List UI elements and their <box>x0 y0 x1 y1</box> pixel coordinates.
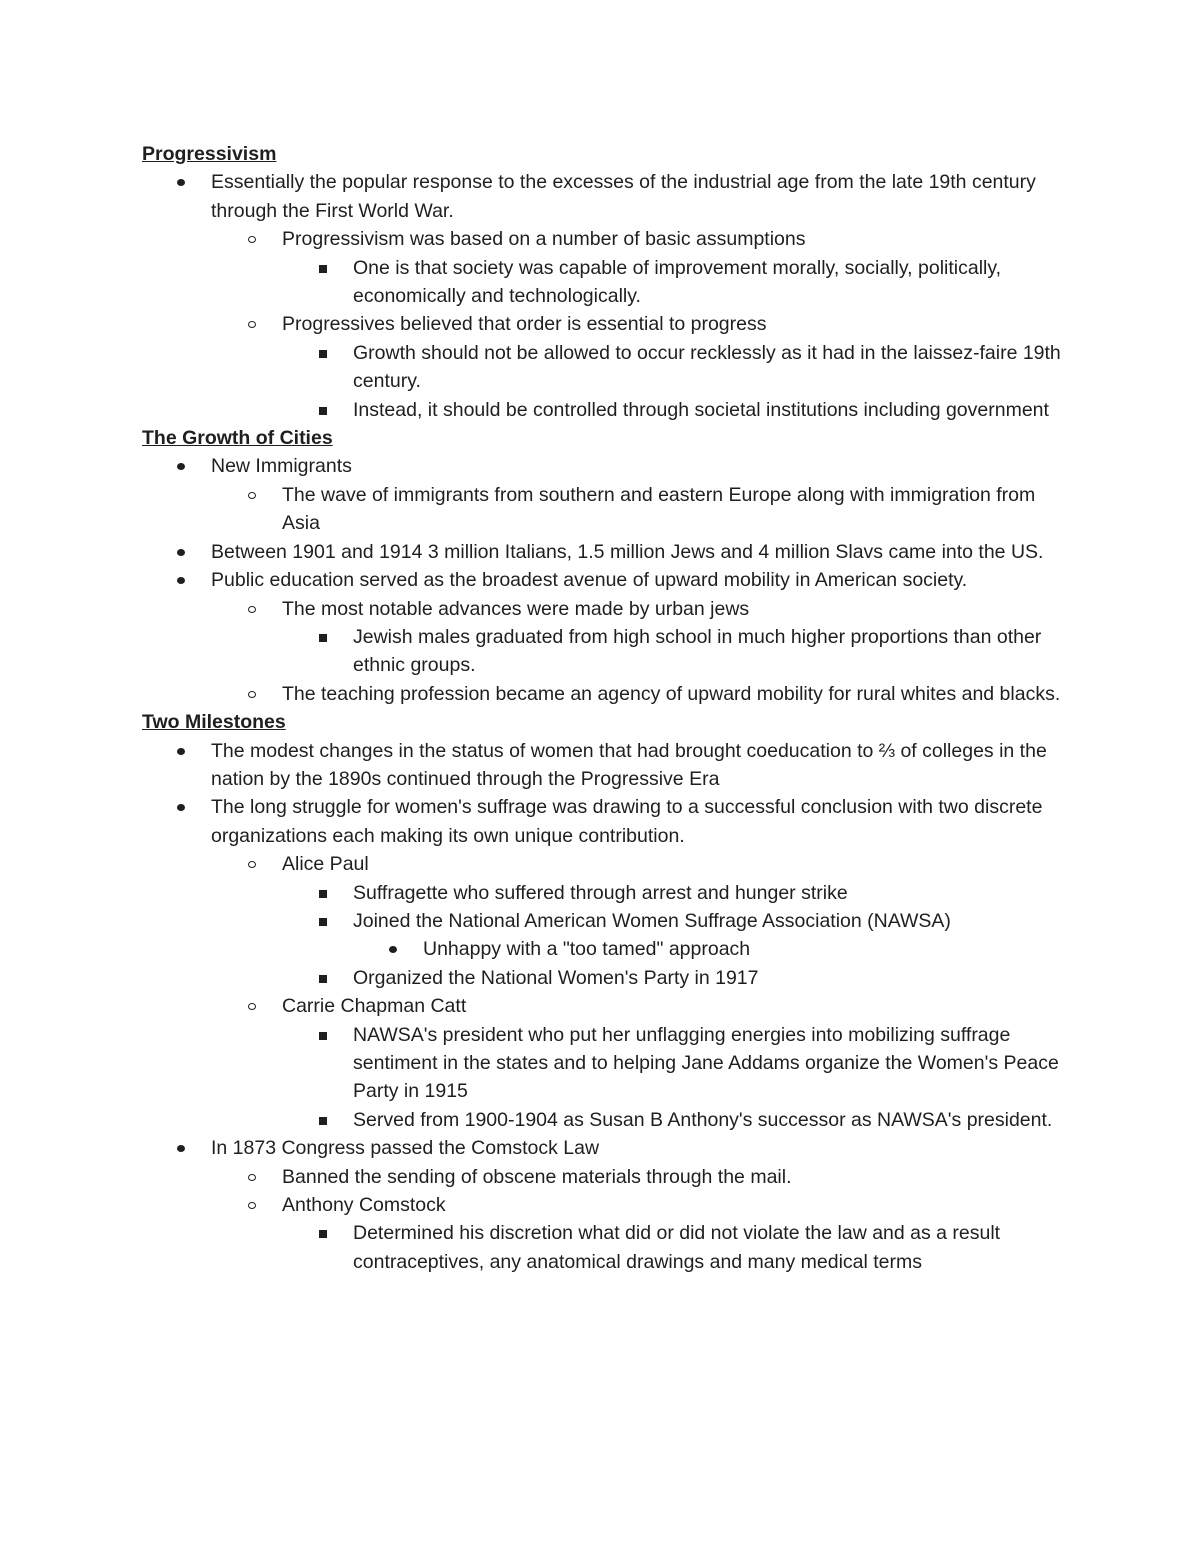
list-item <box>353 339 1068 396</box>
list-item-text: The long struggle for women's suffrage was drawing to a successful conclusion with two discrete organizations each making its own unique contribution. <box>211 796 1043 847</box>
list-item <box>353 964 1068 992</box>
section-1 <box>142 140 1072 424</box>
list-item-text: The modest changes in the status of women that had brought coeducation to ⅔ of colleges in the nation by the 1890s continued through the Progressive Era <box>211 739 1047 790</box>
list-item <box>211 538 1071 566</box>
square-bullet-icon <box>319 907 339 935</box>
list-item <box>353 396 1068 424</box>
circle-bullet-icon <box>248 850 268 878</box>
circle-bullet-icon <box>248 680 268 708</box>
list-item-text: Served from 1900-1904 as Susan B Anthony's successor as NAWSA's president. <box>353 1108 1053 1131</box>
list-item <box>353 879 1068 907</box>
disc-bullet-icon <box>177 737 197 765</box>
document-body <box>142 140 1072 1276</box>
disc-bullet-icon <box>177 566 197 594</box>
list-item-text: Instead, it should be controlled through societal institutions including government <box>353 398 1049 421</box>
disc-bullet-icon <box>389 935 409 963</box>
circle-bullet-icon <box>248 992 268 1020</box>
list-item <box>353 1106 1068 1134</box>
disc-bullet-icon <box>177 452 197 480</box>
list-item-text: Anthony Comstock <box>282 1194 446 1217</box>
list-item <box>282 1163 1072 1191</box>
list-item <box>282 850 1072 878</box>
list-item-text: Progressivism was based on a number of basic assumptions <box>282 228 806 251</box>
list-item-text: Suffragette who suffered through arrest and hunger strike <box>353 881 848 904</box>
list-item-text: Public education served as the broadest avenue of upward mobility in American society. <box>211 569 968 592</box>
circle-bullet-icon <box>248 1191 268 1219</box>
list-item <box>282 992 1072 1020</box>
list-item-text: Organized the National Women's Party in 1917 <box>353 966 759 989</box>
list-item-text: Jewish males graduated from high school in much higher proportions than other ethnic groups. <box>353 625 1042 677</box>
circle-bullet-icon <box>248 1163 268 1191</box>
square-bullet-icon <box>319 1219 339 1247</box>
list-item-text: NAWSA's president who put her unflagging energies into mobilizing suffrage sentiment in the states and to helping Jane Addams organize the Women's Peace Party in 1915 <box>353 1023 1059 1103</box>
list-item <box>211 793 1071 850</box>
circle-bullet-icon <box>248 225 268 253</box>
section-3 <box>142 708 1072 1276</box>
section-heading: The Growth of Cities <box>142 427 333 450</box>
list-item <box>353 623 1068 680</box>
list-item <box>423 935 1068 963</box>
square-bullet-icon <box>319 879 339 907</box>
list-item <box>211 566 1071 594</box>
disc-bullet-icon <box>177 793 197 821</box>
square-bullet-icon <box>319 964 339 992</box>
list-item-text: Carrie Chapman Catt <box>282 995 467 1018</box>
list-item <box>211 1134 1071 1162</box>
circle-bullet-icon <box>248 481 268 509</box>
list-item <box>282 1191 1072 1219</box>
list-item-text: New Immigrants <box>211 455 352 478</box>
square-bullet-icon <box>319 254 339 282</box>
list-item-text: Joined the National American Women Suffrage Association (NAWSA) <box>353 909 951 932</box>
list-item <box>282 310 1072 338</box>
list-item <box>353 907 1068 935</box>
list-item-text: Determined his discretion what did or did not violate the law and as a result contraceptives, any anatomical drawings and many medical terms <box>353 1222 1001 1273</box>
section-heading: Progressivism <box>142 143 277 165</box>
list-item <box>211 452 1071 480</box>
list-item <box>282 680 1072 708</box>
list-item <box>282 595 1072 623</box>
list-item-text: The wave of immigrants from southern and eastern Europe along with immigration from Asia <box>282 483 1036 535</box>
list-item <box>211 737 1071 794</box>
list-item-text: Alice Paul <box>282 853 369 876</box>
disc-bullet-icon <box>177 168 197 196</box>
list-item <box>211 168 1071 225</box>
disc-bullet-icon <box>177 538 197 566</box>
list-item-text: Banned the sending of obscene materials through the mail. <box>282 1165 792 1188</box>
list-item-text: The most notable advances were made by urban jews <box>282 597 750 620</box>
square-bullet-icon <box>319 339 339 367</box>
square-bullet-icon <box>319 623 339 651</box>
list-item-text: Between 1901 and 1914 3 million Italians, 1.5 million Jews and 4 million Slavs came into the US. <box>211 540 1044 563</box>
list-item-text: One is that society was capable of improvement morally, socially, politically, economically and technologically. <box>353 256 1002 308</box>
section-2 <box>142 424 1072 708</box>
list-item-text: Unhappy with a "too tamed" approach <box>423 938 751 961</box>
list-item <box>282 481 1072 538</box>
list-item-text: The teaching profession became an agency of upward mobility for rural whites and blacks. <box>282 682 1061 705</box>
list-item <box>353 1021 1068 1106</box>
disc-bullet-icon <box>177 1134 197 1162</box>
list-item <box>353 1219 1068 1276</box>
circle-bullet-icon <box>248 310 268 338</box>
list-item <box>282 225 1072 253</box>
list-item-text: Essentially the popular response to the excesses of the industrial age from the late 19th century through the First World War. <box>211 171 1036 222</box>
list-item-text: In 1873 Congress passed the Comstock Law <box>211 1137 600 1160</box>
square-bullet-icon <box>319 1106 339 1134</box>
square-bullet-icon <box>319 396 339 424</box>
list-item <box>353 254 1068 311</box>
circle-bullet-icon <box>248 595 268 623</box>
square-bullet-icon <box>319 1021 339 1049</box>
list-item-text: Growth should not be allowed to occur recklessly as it had in the laissez-faire 19th century. <box>353 341 1061 393</box>
section-heading: Two Milestones <box>142 711 286 734</box>
list-item-text: Progressives believed that order is essential to progress <box>282 313 767 336</box>
